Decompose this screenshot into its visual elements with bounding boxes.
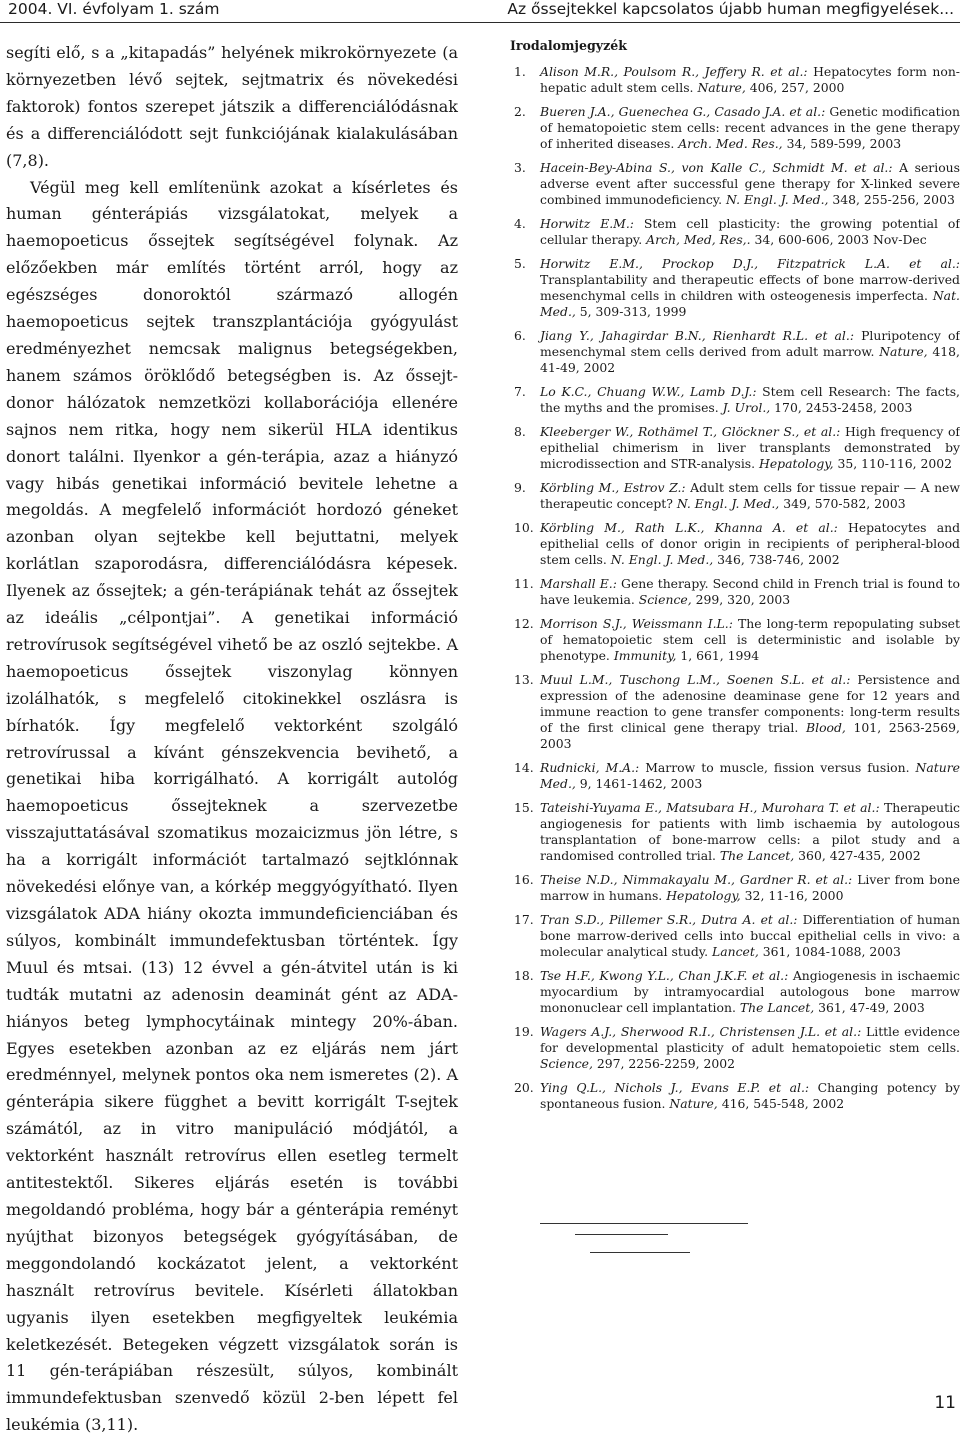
reference-journal: N. Engl. J. Med., (726, 192, 829, 207)
reference-details: 361, 1084-1088, 2003 (758, 944, 901, 959)
reference-authors: Tran S.D., Pillemer S.R., Dutra A. et al.: (540, 912, 798, 927)
reference-list (510, 64, 960, 1112)
reference-details: 346, 738-746, 2002 (713, 552, 840, 567)
reference-authors: Alison M.R., Poulsom R., Jeffery R. et al.: (540, 64, 808, 79)
running-header (0, 0, 960, 23)
reference-title: Marrow to muscle, fission versus fusion. (639, 760, 916, 775)
reference-item (510, 576, 960, 608)
reference-journal: Immunity, (613, 648, 677, 663)
reference-number: 18. (514, 968, 534, 983)
reference-authors: Lo K.C., Chuang W.W., Lamb D.J.: (540, 384, 757, 399)
reference-title: Little evidence for developmental plasticity of adult hematopoietic stem cells. (540, 1024, 960, 1055)
reference-number: 4. (514, 216, 526, 231)
body-paragraph: Végül meg kell említenünk azokat a kísérletes és human génterápiás vizsgálatokat, melyek a haemopoeticus őssejtek segítségével folynak. Az előzőekben már említés történt arról, hogy az egészséges donoroktól származó allogén haemopoeticus sejtek transzplantációja gyógyulást eredményezhet nemcsak malignus betegségekben, hanem számos öröklődő betegségben is. Az őssejt-donor hálózatok nemzetközi kollaborációja ellenére sajnos nem ritka, hogy nem sikerül HLA identikus donort találni. Ilyenkor a gén-terápia, azaz a hiányzó vagy hibás genetikai információ bevitele lehetne a megoldás. A megfelelő információt hordozó géneket azonban olyan sejtekbe kell bejuttatni, melyek korlátlan szaporodásra, differenciálódásra képesek. Ilyenek az őssejtek; a gén-terápiának tehát az őssejtek az ideális „célpontjai”. A genetikai információ retrovírusok segítségével vihető be az oszló sejtekbe. A haemopoeticus őssejtek viszonylag könnyen izolálhatók, s megfelelő citokinekkel oszlásra is bírhatók. Így megfelelő vektorként szolgáló retrovírussal a kívánt génszekvencia bevihető, a genetikai hiba korrigálható. A korrigált autológ haemopoeticus őssejteknek a szervezetbe visszajuttatásával szomatikus mozaicizmus jön létre, s ha a korrigált információt tartalmazó sejtklónnak növekedési előnye van, a kórkép meggyógyítható. Ilyen vizsgálatok ADA hiány okozta immundeficienciában és súlyos, kombinált immundefektusban történtek. Így Muul és mtsai. (13) 12 évvel a gén-átvitel után is ki tudták mutatni az adenosin deaminát gént az ADA-hiányos beteg lymphocytáinak mintegy 20%-ában. Egyes esetekben azonban az ez eljárás nem járt eredménnyel, melynek pontos oka nem ismeretes (2). A génterápia sikere függhet a bevitt korrigált T-sejtek számától, az in vitro manipuláció módjától, a vektorként használt retrovírus ellen esetleg termelt antitestektől. Sikeres eljárás esetén is további megoldandó probléma, hogy bár a génterápia reményt nyújthat bizonyos betegségek gyógyításában, de meggondolandó kockázatot jelent, a vektorként használt retrovírus bevitele. Kísérleti állatokban ugyanis ilyen esetekben megfigyeltek leukémia keletkezését. Betegeken végzett vizsgálatok során is 11 gén-terápiában részesült, súlyos, kombinált immundefektusban szenvedő közül 2-ben lépett fel leukémia (3,11). (6, 177, 458, 1435)
reference-authors: Tse H.F., Kwong Y.L., Chan J.K.F. et al.: (540, 968, 789, 983)
reference-number: 17. (514, 912, 534, 927)
reference-number: 12. (514, 616, 534, 631)
reference-title: Transplantability and therapeutic effects of bone marrow-derived mesenchymal cells in children with osteogenesis imperfecta. (540, 272, 960, 303)
reference-journal: J. Urol., (722, 400, 771, 415)
reference-item (510, 64, 960, 96)
reference-details: 34, 600-606, 2003 Nov-Dec (750, 232, 927, 247)
reference-journal: Nature, (879, 344, 928, 359)
reference-number: 20. (514, 1080, 534, 1095)
reference-title: Genetic modification of hematopoietic stem cells: recent advances in the gene therapy of inherited diseases. (540, 104, 960, 151)
reference-item (510, 424, 960, 472)
reference-number: 14. (514, 760, 534, 775)
reference-item (510, 616, 960, 664)
reference-details: 32, 11-16, 2000 (740, 888, 844, 903)
reference-title: Stem cell Research: The facts, the myths and the promises. (540, 384, 960, 415)
reference-details: 101, 2563-2569, 2003 (540, 720, 960, 751)
end-rule (540, 1223, 748, 1224)
reference-journal: Nature Med., (540, 760, 960, 791)
reference-title: Changing potency by spontaneous fusion. (540, 1080, 960, 1111)
reference-journal: N. Engl. J. Med., (610, 552, 714, 567)
reference-details: 297, 2256-2259, 2002 (592, 1056, 736, 1071)
reference-title: Angiogenesis in ischaemic myocardium by intramyocardial autologous bone marrow mononuclear cell implantation. (540, 968, 960, 1015)
reference-number: 13. (514, 672, 534, 687)
reference-authors: Körbling M., Rath L.K., Khanna A. et al.: (540, 520, 838, 535)
reference-journal: Nat. Med., (540, 288, 960, 319)
reference-number: 10. (514, 520, 534, 535)
reference-journal: Science, (638, 592, 692, 607)
reference-details: 360, 427-435, 2002 (794, 848, 921, 863)
reference-title: Differentiation of human bone marrow-derived cells into buccal epithelial cells in vivo: a molecular analytical study. (540, 912, 960, 959)
reference-number: 2. (514, 104, 526, 119)
reference-number: 1. (514, 64, 526, 79)
reference-title: Therapeutic angiogenesis for patients with limb ischaemia by autologous transplantation of bone-marrow cells: a pilot study and a randomised controlled trial. (540, 800, 960, 863)
reference-authors: Rudnicki, M.A.: (540, 760, 640, 775)
reference-journal: Science, (540, 1056, 593, 1071)
reference-journal: Blood, (806, 720, 846, 735)
end-rule (590, 1252, 690, 1253)
reference-item (510, 160, 960, 208)
reference-item (510, 520, 960, 568)
reference-details: 416, 545-548, 2002 (717, 1096, 845, 1111)
reference-details: 35, 110-116, 2002 (833, 456, 953, 471)
reference-item (510, 912, 960, 960)
reference-authors: Kleeberger W., Rothämel T., Glöckner S., et al.: (540, 424, 841, 439)
reference-item (510, 104, 960, 152)
reference-item (510, 1024, 960, 1072)
reference-number: 16. (514, 872, 534, 887)
reference-details: 1, 661, 1994 (676, 648, 760, 663)
reference-journal: Hepatology, (759, 456, 834, 471)
reference-item (510, 384, 960, 416)
reference-authors: Hacein-Bey-Abina S., von Kalle C., Schmidt M. et al.: (540, 160, 893, 175)
reference-number: 11. (514, 576, 534, 591)
reference-number: 9. (514, 480, 526, 495)
reference-journal: Nature, (697, 80, 746, 95)
reference-number: 6. (514, 328, 526, 343)
reference-title: Gene therapy. Second child in French trial is found to have leukemia. (540, 576, 960, 607)
page-number: 11 (934, 1393, 956, 1413)
issue-label: 2004. VI. évfolyam 1. szám (8, 0, 220, 18)
reference-details: 349, 570-582, 2003 (779, 496, 906, 511)
reference-authors: Körbling M., Estrov Z.: (540, 480, 686, 495)
reference-journal: The Lancet, (719, 848, 795, 863)
article-body (6, 40, 458, 1439)
reference-item (510, 1080, 960, 1112)
reference-title: Hepatocytes and epithelial cells of donor origin in recipients of peripheral-blood stem cells. (540, 520, 960, 567)
reference-number: 5. (514, 256, 526, 271)
reference-authors: Marshall E.: (540, 576, 617, 591)
reference-item (510, 872, 960, 904)
reference-item (510, 672, 960, 752)
reference-journal: Arch, Med, Res,. (646, 232, 751, 247)
reference-authors: Theise N.D., Nimmakayalu M., Gardner R. et al.: (540, 872, 853, 887)
reference-details: 406, 257, 2000 (745, 80, 845, 95)
reference-authors: Wagers A.J., Sherwood R.I., Christensen J.L. et al.: (540, 1024, 862, 1039)
reference-details: 9, 1461-1462, 2003 (575, 776, 703, 791)
reference-heading: Irodalomjegyzék (510, 38, 627, 53)
reference-authors: Bueren J.A., Guenechea G., Casado J.A. et al.: (540, 104, 826, 119)
reference-journal: N. Engl. J. Med., (676, 496, 780, 511)
reference-item (510, 968, 960, 1016)
reference-item (510, 328, 960, 376)
reference-title: Persistence and expression of the adenosine deaminase gene for 12 years and immune reaction to gene transfer components: long-term results of the first clinical gene therapy trial. (540, 672, 960, 735)
reference-item (510, 800, 960, 864)
reference-journal: Arch. Med. Res., (678, 136, 783, 151)
reference-item (510, 480, 960, 512)
reference-journal: The Lancet, (739, 1000, 815, 1015)
reference-title: The long-term repopulating subset of hematopoietic stem cell is deterministic and isolable by phenotype. (540, 616, 960, 663)
reference-authors: Horwitz E.M.: (540, 216, 634, 231)
reference-number: 3. (514, 160, 526, 175)
reference-number: 19. (514, 1024, 534, 1039)
end-rule (575, 1234, 668, 1235)
reference-item (510, 256, 960, 320)
reference-journal: Hepatology, (666, 888, 741, 903)
reference-details: 361, 47-49, 2003 (814, 1000, 925, 1015)
reference-title: Pluripotency of mesenchymal stem cells derived from adult marrow. (540, 328, 960, 359)
reference-details: 5, 309-313, 1999 (575, 304, 687, 319)
reference-authors: Tateishi-Yuyama E., Matsubara H., Murohara T. et al.: (540, 800, 880, 815)
reference-journal: Nature, (669, 1096, 718, 1111)
reference-details: 170, 2453-2458, 2003 (770, 400, 913, 415)
reference-section (510, 38, 960, 1120)
article-running-title: Az őssejtekkel kapcsolatos újabb human megfigyelések... (507, 0, 954, 18)
reference-number: 15. (514, 800, 534, 815)
reference-number: 8. (514, 424, 526, 439)
reference-item (510, 760, 960, 792)
reference-authors: Ying Q.L., Nichols J., Evans E.P. et al.: (540, 1080, 810, 1095)
reference-details: 34, 589-599, 2003 (782, 136, 902, 151)
reference-title: Hepatocytes form non-hepatic adult stem cells. (540, 64, 960, 95)
reference-journal: Lancet, (712, 944, 759, 959)
reference-authors: Horwitz E.M., Prockop D.J., Fitzpatrick L.A. et al.: (540, 256, 960, 271)
reference-details: 299, 320, 2003 (691, 592, 791, 607)
reference-number: 7. (514, 384, 526, 399)
reference-authors: Jiang Y., Jahagirdar B.N., Rienhardt R.L. et al.: (540, 328, 854, 343)
reference-item (510, 216, 960, 248)
reference-title: Adult stem cells for tissue repair — A new therapeutic concept? (540, 480, 960, 511)
reference-authors: Muul L.M., Tuschong L.M., Soenen S.L. et al.: (540, 672, 851, 687)
reference-title: Stem cell plasticity: the growing potential of cellular therapy. (540, 216, 960, 247)
reference-title: High frequency of epithelial chimerism in liver transplants demonstrated by microdissection and STR-analysis. (540, 424, 960, 471)
reference-details: 348, 255-256, 2003 (828, 192, 955, 207)
reference-details: 418, 41-49, 2002 (540, 344, 960, 375)
body-paragraph: segíti elő, s a „kitapadás” helyének mikrokörnyezete (a környezetben lévő sejtek, sejtmatrix és növekedési faktorok) fontos szerepet játszik a differenciálódásnak és a differenciálódott sejt funkciójának kialakulásában (7,8). (6, 43, 458, 170)
reference-authors: Morrison S.J., Weissmann I.L.: (540, 616, 733, 631)
reference-title: A serious adverse event after successful gene therapy for X-linked severe combined immunodeficiency. (540, 160, 960, 207)
reference-title: Liver from bone marrow in humans. (540, 872, 960, 903)
